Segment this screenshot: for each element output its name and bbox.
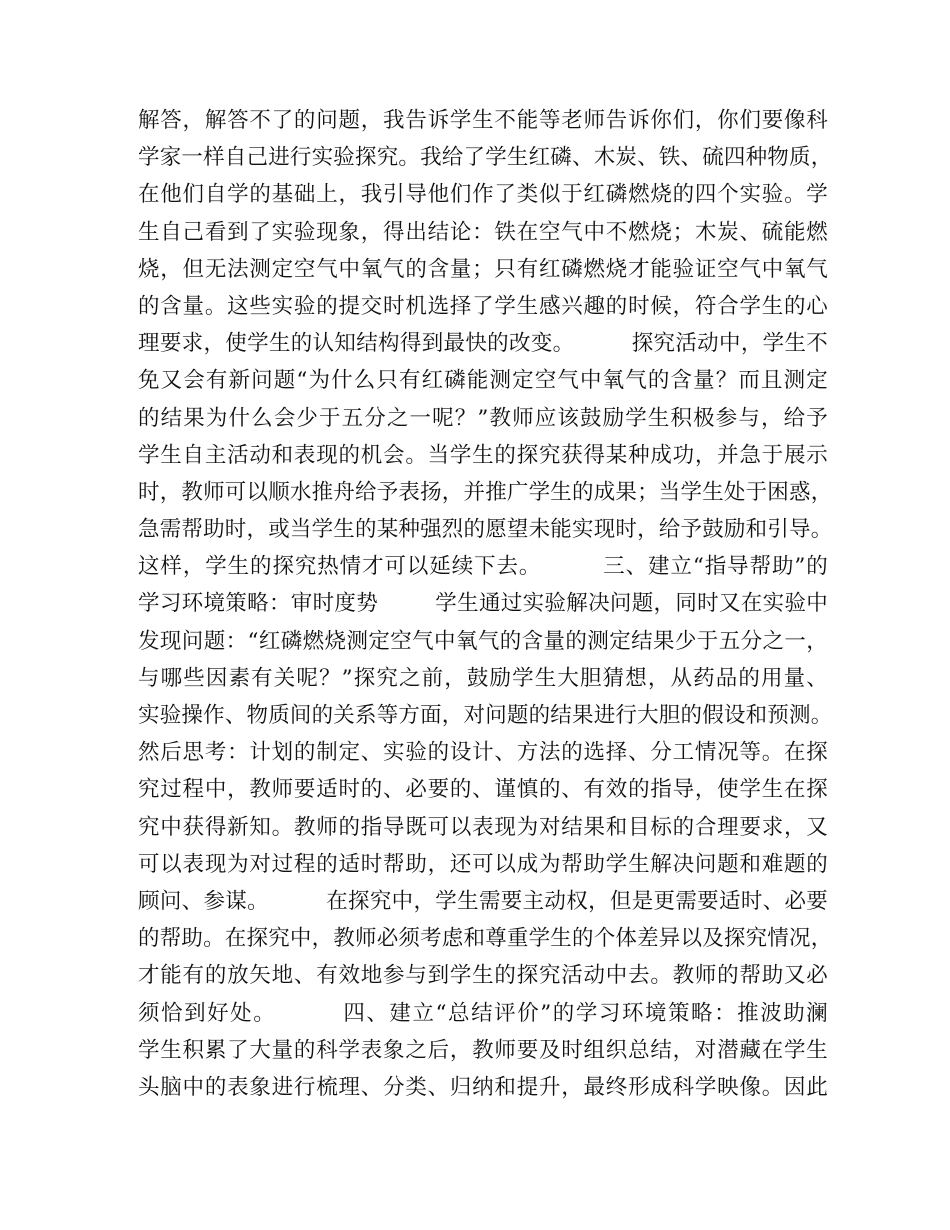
text-line: 免又会有新问题“为什么只有红磷能测定空气中氧气的含量？而且测定 — [138, 368, 828, 394]
text-line: 生自己看到了实验现象，得出结论：铁在空气中不燃烧；木炭、硫能燃 — [138, 219, 828, 245]
text-line: 才能有的放矢地、有效地参与到学生的探究活动中去。教师的帮助又必 — [138, 963, 828, 989]
text-line: 学生积累了大量的科学表象之后，教师要及时组织总结，对潜藏在学生 — [138, 1037, 828, 1063]
text-line: 顾问、参谋。 在探究中，学生需要主动权，但是更需要适时、必要 — [138, 888, 828, 914]
text-line: 实验操作、物质间的关系等方面，对问题的结果进行大胆的假设和预测。 — [138, 703, 833, 728]
text-line: 可以表现为对过程的适时帮助，还可以成为帮助学生解决问题和难题的 — [138, 851, 828, 877]
text-line: 烧，但无法测定空气中氧气的含量；只有红磷燃烧才能验证空气中氧气 — [138, 256, 828, 282]
text-line: 头脑中的表象进行梳理、分类、归纳和提升，最终形成科学映像。因此 — [138, 1074, 828, 1100]
text-line: 究过程中，教师要适时的、必要的、谨慎的、有效的指导，使学生在探 — [138, 777, 828, 803]
text-line: 的帮助。在探究中，教师必须考虑和尊重学生的个体差异以及探究情况， — [138, 926, 833, 952]
text-line: 学生自主活动和表现的机会。当学生的探究获得某种成功，并急于展示 — [138, 442, 828, 468]
text-line: 时，教师可以顺水推舟给予表扬，并推广学生的成果；当学生处于困惑， — [138, 479, 833, 505]
text-line: 与哪些因素有关呢？”探究之前，鼓励学生大胆猜想，从药品的用量、 — [138, 665, 828, 691]
text-line: 须恰到好处。 四、建立“总结评价”的学习环境策略：推波助澜 — [138, 1000, 828, 1026]
text-line: 这样，学生的探究热情才可以延续下去。 三、建立“指导帮助”的 — [138, 554, 828, 580]
text-line: 学习环境策略：审时度势 学生通过实验解决问题，同时又在实验中 — [138, 591, 828, 617]
text-line: 在他们自学的基础上，我引导他们作了类似于红磷燃烧的四个实验。学 — [138, 182, 828, 208]
text-line: 理要求，使学生的认知结构得到最快的改变。 探究活动中，学生不 — [138, 331, 828, 357]
body-text — [138, 102, 833, 1106]
text-line: 学家一样自己进行实验探究。我给了学生红磷、木炭、铁、硫四种物质， — [138, 145, 833, 171]
text-line: 急需帮助时，或当学生的某种强烈的愿望未能实现时，给予鼓励和引导。 — [138, 517, 833, 543]
text-line: 然后思考：计划的制定、实验的设计、方法的选择、分工情况等。在探 — [138, 740, 828, 766]
text-line: 发现问题：“红磷燃烧测定空气中氧气的含量的测定结果少于五分之一， — [138, 628, 828, 654]
text-line: 解答，解答不了的问题，我告诉学生不能等老师告诉你们，你们要像科 — [138, 108, 828, 133]
text-line: 究中获得新知。教师的指导既可以表现为对结果和目标的合理要求，又 — [138, 814, 828, 840]
text-line: 的结果为什么会少于五分之一呢？”教师应该鼓励学生积极参与，给予 — [138, 405, 828, 431]
text-line: 的含量。这些实验的提交时机选择了学生感兴趣的时候，符合学生的心 — [138, 293, 828, 319]
